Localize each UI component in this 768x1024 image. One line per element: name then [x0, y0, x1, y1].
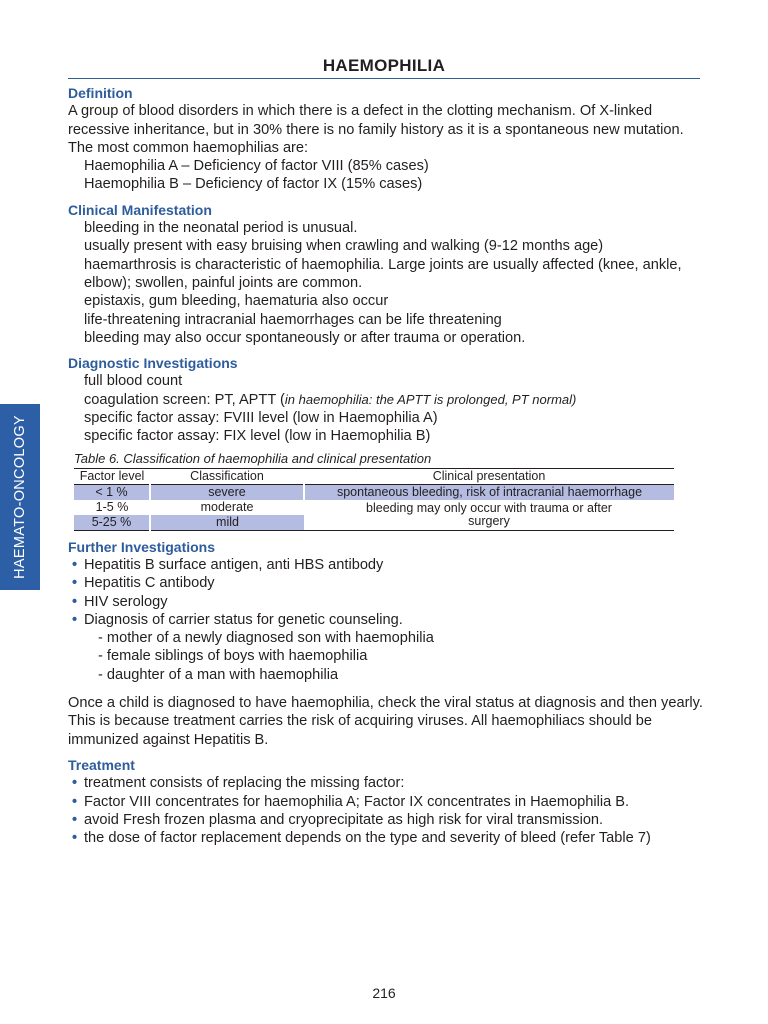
treatment-bullet: • avoid Fresh frozen plasma and cryoprecipitate as high risk for viral transmission.: [68, 811, 708, 829]
treatment-bullet: • treatment consists of replacing the missing factor:: [68, 774, 708, 792]
diagnostic-item-main: coagulation screen: PT, APTT (: [84, 391, 285, 408]
table-header-cell: Classification: [150, 468, 304, 484]
diagnostic-item: full blood count: [84, 373, 183, 390]
table-cell-level: < 1 %: [74, 484, 150, 500]
diagnostic-item-note: in haemophilia: the APTT is prolonged, PT normal): [284, 391, 577, 407]
clinical-item: epistaxis, gum bleeding, haematuria also occur: [84, 293, 389, 310]
table-cell-class: severe: [150, 484, 304, 500]
definition-item: Haemophilia B – Deficiency of factor IX (15% cases): [84, 176, 423, 193]
table-cell-class: moderate: [200, 499, 254, 514]
side-tab-label: HAEMATO-ONCOLOGY: [12, 415, 28, 579]
carrier-sub-item: - daughter of a man with haemophilia: [98, 666, 339, 683]
content-body: [68, 84, 708, 847]
title-underline: [68, 78, 700, 79]
carrier-sub-item: - mother of a newly diagnosed son with haemophilia: [98, 630, 434, 647]
table-header-cell: Factor level: [74, 468, 150, 484]
classification-table-block: [74, 451, 674, 531]
diagnostic-item: specific factor assay: FIX level (low in Haemophilia B): [84, 428, 431, 445]
clinical-item: life-threatening intracranial haemorrhages can be life threatening: [84, 311, 502, 328]
carrier-sub-item: - female siblings of boys with haemophilia: [98, 648, 368, 665]
spacer: [68, 684, 708, 694]
table-row: [74, 500, 674, 515]
clinical-item: bleeding in the neonatal period is unusual.: [84, 220, 358, 237]
table-cell-level: 5-25 %: [74, 515, 150, 531]
table-cell-class: mild: [150, 515, 304, 531]
table-row: [74, 484, 674, 500]
definition-item: Haemophilia A – Deficiency of factor VIII (85% cases): [84, 158, 429, 175]
clinical-heading: Clinical Manifestation: [68, 201, 212, 218]
further-bullet: • Hepatitis C antibody: [68, 574, 708, 592]
table-cell-presentation: bleeding may only occur with trauma or after surgery: [304, 500, 674, 531]
further-bullet: • Hepatitis B surface antigen, anti HBS antibody: [68, 556, 708, 574]
treatment-bullet: • Factor VIII concentrates for haemophilia A; Factor IX concentrates in Haemophilia B.: [68, 793, 708, 811]
clinical-item: bleeding may also occur spontaneously or after trauma or operation.: [84, 329, 526, 346]
table-cell-presentation: spontaneous bleeding, risk of intracranial haemorrhage: [304, 484, 674, 500]
table-cell-level: 1-5 %: [95, 499, 129, 514]
diagnostic-item: [68, 391, 708, 409]
page-title: HAEMOPHILIA: [322, 56, 446, 75]
further-bullet: • Diagnosis of carrier status for genetic counseling.: [68, 611, 708, 629]
table-header-row: [74, 468, 674, 484]
section-side-tab: [0, 404, 40, 590]
clinical-item: usually present with easy bruising when crawling and walking (9-12 months age): [84, 238, 604, 255]
definition-text: A group of blood disorders in which there is a defect in the clotting mechanism. Of X-linked recessive inheritance, but in 30% there is no family history as it is a spontaneous new mutation. The most common haemophilias are:: [68, 103, 684, 156]
treatment-heading: Treatment: [68, 756, 135, 773]
classification-table: [74, 468, 674, 531]
table-caption: Table 6. Classification of haemophilia and clinical presentation: [74, 450, 432, 466]
further-bullet: • HIV serology: [68, 593, 708, 611]
definition-heading: Definition: [68, 85, 133, 101]
further-heading: Further Investigations: [68, 538, 216, 555]
page-number: 216: [372, 985, 396, 1001]
diagnostic-heading: Diagnostic Investigations: [68, 355, 238, 372]
diagnostic-item: specific factor assay: FVIII level (low in Haemophilia A): [84, 410, 438, 427]
table-header-cell: Clinical presentation: [304, 468, 674, 484]
treatment-bullet: • the dose of factor replacement depends on the type and severity of bleed (refer Table 7): [68, 829, 708, 847]
clinical-item: haemarthrosis is characteristic of haemophilia. Large joints are usually affected (knee, ankle, elbow); swollen, painful joints are common.: [84, 256, 682, 291]
viral-status-paragraph: Once a child is diagnosed to have haemophilia, check the viral status at diagnosis and then yearly. This is because treatment carries the risk of acquiring viruses. All haemophiliacs should be immunized against Hepatitis B.: [68, 695, 703, 748]
